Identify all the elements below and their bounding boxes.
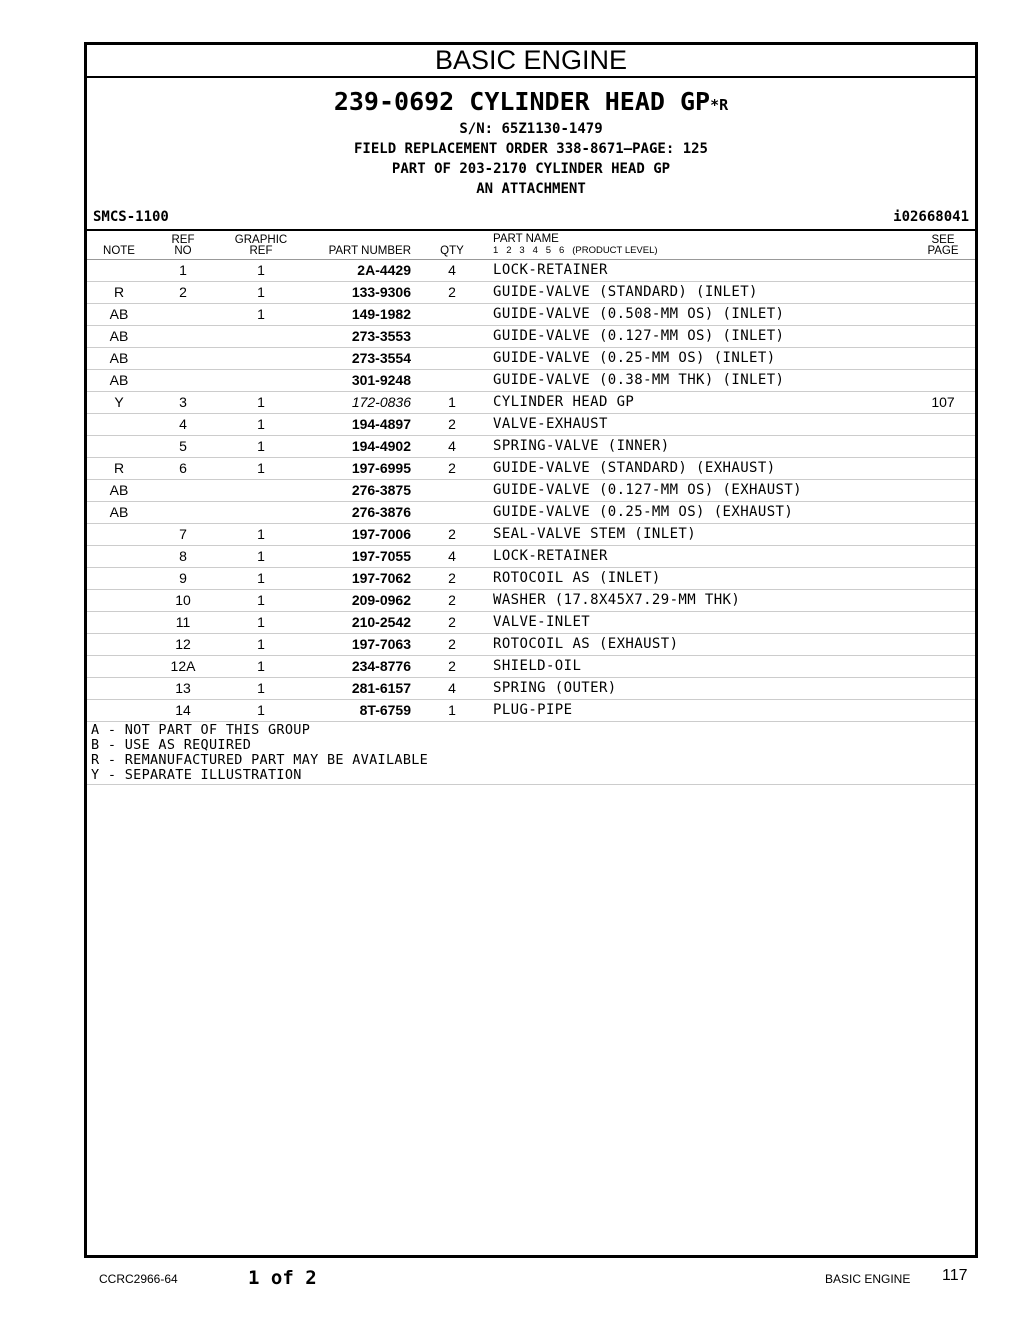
row-ref-no: 12A xyxy=(170,658,196,674)
legend-item: R - REMANUFACTURED PART MAY BE AVAILABLE xyxy=(91,752,429,768)
parts-list-frame xyxy=(84,42,978,1258)
row-part-name: GUIDE-VALVE (0.127-MM OS) (INLET) xyxy=(493,328,785,344)
col-see-1: SEE xyxy=(931,234,955,246)
col-product-levels: 1 2 3 4 5 6 (PRODUCT LEVEL) xyxy=(493,245,658,256)
row-part-number: 273-3553 xyxy=(351,328,411,344)
table-row xyxy=(87,370,975,392)
row-qty: 4 xyxy=(448,548,456,564)
row-graphic-ref: 1 xyxy=(257,614,265,630)
row-part-number: 2A-4429 xyxy=(357,262,411,278)
row-qty: 2 xyxy=(448,416,456,432)
row-part-number: 209-0962 xyxy=(351,592,411,608)
row-graphic-ref: 1 xyxy=(257,438,265,454)
row-part-number: 210-2542 xyxy=(351,614,411,630)
row-note: AB xyxy=(109,372,129,388)
row-ref-no: 8 xyxy=(179,548,187,564)
table-row xyxy=(87,590,975,612)
row-part-name: VALVE-EXHAUST xyxy=(493,416,608,432)
row-graphic-ref: 1 xyxy=(257,306,265,322)
table-row xyxy=(87,348,975,370)
row-part-number: 197-7063 xyxy=(351,636,411,652)
row-qty: 4 xyxy=(448,680,456,696)
col-ref-2: NO xyxy=(174,245,192,257)
field-replacement-order: FIELD REPLACEMENT ORDER 338-8671—PAGE: 125 xyxy=(353,141,708,157)
table-row xyxy=(87,568,975,590)
doc-code: CCRC2966-64 xyxy=(99,1272,178,1286)
legend-item: A - NOT PART OF THIS GROUP xyxy=(91,722,311,738)
row-ref-no: 12 xyxy=(175,636,191,652)
row-ref-no: 4 xyxy=(179,416,187,432)
row-part-name: GUIDE-VALVE (0.508-MM OS) (INLET) xyxy=(493,306,785,322)
row-qty: 2 xyxy=(448,592,456,608)
row-ref-no: 3 xyxy=(179,394,187,410)
row-graphic-ref: 1 xyxy=(257,702,265,718)
section-title: BASIC ENGINE xyxy=(87,45,975,78)
row-qty: 2 xyxy=(448,526,456,542)
row-graphic-ref: 1 xyxy=(257,570,265,586)
row-part-name: SPRING-VALVE (INNER) xyxy=(493,438,670,454)
legend-item: Y - SEPARATE ILLUSTRATION xyxy=(91,767,302,783)
page-number: 117 xyxy=(942,1267,968,1284)
row-part-number: 276-3875 xyxy=(351,482,411,498)
table-row xyxy=(87,326,975,348)
row-part-number: 281-6157 xyxy=(351,680,411,696)
row-graphic-ref: 1 xyxy=(257,460,265,476)
row-part-name: WASHER (17.8X45X7.29-MM THK) xyxy=(493,592,741,608)
row-note: AB xyxy=(109,306,129,322)
table-row xyxy=(87,436,975,458)
table-row xyxy=(87,546,975,568)
table-row xyxy=(87,612,975,634)
row-graphic-ref: 1 xyxy=(257,394,265,410)
row-part-number: 194-4902 xyxy=(351,438,411,454)
row-part-number: 197-7055 xyxy=(351,548,411,564)
row-note: R xyxy=(113,284,125,300)
smcs-row xyxy=(87,209,975,229)
column-headers xyxy=(87,229,975,260)
row-graphic-ref: 1 xyxy=(257,262,265,278)
row-part-number: 133-9306 xyxy=(351,284,411,300)
legend-item: B - USE AS REQUIRED xyxy=(91,737,252,753)
footer-section: BASIC ENGINE xyxy=(825,1272,911,1286)
row-qty: 2 xyxy=(448,636,456,652)
row-note: AB xyxy=(109,328,129,344)
table-row xyxy=(87,458,975,480)
row-note: AB xyxy=(109,350,129,366)
row-qty: 1 xyxy=(448,394,456,410)
row-graphic-ref: 1 xyxy=(257,680,265,696)
row-part-name: ROTOCOIL AS (EXHAUST) xyxy=(493,636,679,652)
table-row xyxy=(87,502,975,524)
row-ref-no: 2 xyxy=(179,284,187,300)
group-header xyxy=(87,88,975,199)
row-part-name: CYLINDER HEAD GP xyxy=(493,394,635,410)
row-qty: 2 xyxy=(448,570,456,586)
row-graphic-ref: 1 xyxy=(257,548,265,564)
row-part-name: ROTOCOIL AS (INLET) xyxy=(493,570,661,586)
row-note: AB xyxy=(109,482,129,498)
col-ref-1: REF xyxy=(171,234,195,246)
row-qty: 4 xyxy=(448,262,456,278)
row-part-name: GUIDE-VALVE (0.25-MM OS) (EXHAUST) xyxy=(493,504,794,520)
illustration-id: i02668041 xyxy=(893,209,969,225)
row-qty: 2 xyxy=(448,658,456,674)
group-title-text: 239-0692 CYLINDER HEAD GP xyxy=(333,87,711,116)
row-part-name: LOCK-RETAINER xyxy=(493,548,608,564)
row-graphic-ref: 1 xyxy=(257,636,265,652)
group-title-suffix: *R xyxy=(710,96,729,114)
table-row xyxy=(87,480,975,502)
row-part-number: 197-7006 xyxy=(351,526,411,542)
row-part-name: GUIDE-VALVE (0.25-MM OS) (INLET) xyxy=(493,350,776,366)
table-row xyxy=(87,700,975,722)
row-qty: 2 xyxy=(448,284,456,300)
row-ref-no: 13 xyxy=(175,680,191,696)
row-part-number: 234-8776 xyxy=(351,658,411,674)
smcs-code: SMCS-1100 xyxy=(93,209,169,225)
row-ref-no: 1 xyxy=(179,262,187,278)
row-see-page: 107 xyxy=(931,394,955,410)
row-part-number: 197-6995 xyxy=(351,460,411,476)
serial-number: S/N: 65Z1130-1479 xyxy=(459,121,603,137)
row-part-name: GUIDE-VALVE (STANDARD) (INLET) xyxy=(493,284,758,300)
row-note: AB xyxy=(109,504,129,520)
group-title xyxy=(87,88,975,119)
row-graphic-ref: 1 xyxy=(257,592,265,608)
row-part-name: GUIDE-VALVE (0.127-MM OS) (EXHAUST) xyxy=(493,482,803,498)
row-ref-no: 9 xyxy=(179,570,187,586)
table-row xyxy=(87,524,975,546)
row-part-number: 8T-6759 xyxy=(359,702,411,718)
row-ref-no: 10 xyxy=(175,592,191,608)
row-qty: 4 xyxy=(448,438,456,454)
col-qty: QTY xyxy=(440,245,464,257)
row-part-number: 273-3554 xyxy=(351,350,411,366)
row-graphic-ref: 1 xyxy=(257,658,265,674)
row-part-number: 194-4897 xyxy=(351,416,411,432)
row-part-number: 197-7062 xyxy=(351,570,411,586)
col-part-number: PART NUMBER xyxy=(328,245,411,257)
row-ref-no: 11 xyxy=(175,614,191,630)
table-row xyxy=(87,282,975,304)
row-note: Y xyxy=(114,394,124,410)
row-graphic-ref: 1 xyxy=(257,416,265,432)
col-see-2: PAGE xyxy=(927,245,959,257)
row-ref-no: 5 xyxy=(179,438,187,454)
row-ref-no: 7 xyxy=(179,526,187,542)
row-part-name: GUIDE-VALVE (0.38-MM THK) (INLET) xyxy=(493,372,785,388)
row-part-name: GUIDE-VALVE (STANDARD) (EXHAUST) xyxy=(493,460,776,476)
row-part-name: SHIELD-OIL xyxy=(493,658,582,674)
table-row xyxy=(87,678,975,700)
col-note: NOTE xyxy=(103,245,135,257)
attachment-label: AN ATTACHMENT xyxy=(476,181,586,197)
table-row xyxy=(87,634,975,656)
col-gref-2: REF xyxy=(249,245,273,257)
notes-legend xyxy=(87,722,975,785)
row-part-name: PLUG-PIPE xyxy=(493,702,573,718)
row-part-number: 149-1982 xyxy=(351,306,411,322)
table-row xyxy=(87,414,975,436)
parts-table-body xyxy=(87,260,975,722)
row-part-name: SPRING (OUTER) xyxy=(493,680,617,696)
table-row xyxy=(87,260,975,282)
row-ref-no: 6 xyxy=(179,460,187,476)
row-graphic-ref: 1 xyxy=(257,526,265,542)
row-part-number: 301-9248 xyxy=(351,372,411,388)
col-part-name: PART NAME xyxy=(493,233,559,245)
row-part-number: 172-0836 xyxy=(351,394,411,410)
part-of: PART OF 203-2170 CYLINDER HEAD GP xyxy=(391,161,671,177)
table-row xyxy=(87,392,975,414)
col-gref-1: GRAPHIC xyxy=(234,234,288,246)
row-qty: 2 xyxy=(448,614,456,630)
row-part-number: 276-3876 xyxy=(351,504,411,520)
page-of: 1 of 2 xyxy=(248,1267,317,1289)
table-row xyxy=(87,304,975,326)
row-qty: 2 xyxy=(448,460,456,476)
row-note: R xyxy=(113,460,125,476)
table-row xyxy=(87,656,975,678)
row-graphic-ref: 1 xyxy=(257,284,265,300)
row-part-name: SEAL-VALVE STEM (INLET) xyxy=(493,526,697,542)
row-part-name: LOCK-RETAINER xyxy=(493,262,608,278)
row-ref-no: 14 xyxy=(175,702,191,718)
row-part-name: VALVE-INLET xyxy=(493,614,591,630)
row-qty: 1 xyxy=(448,702,456,718)
